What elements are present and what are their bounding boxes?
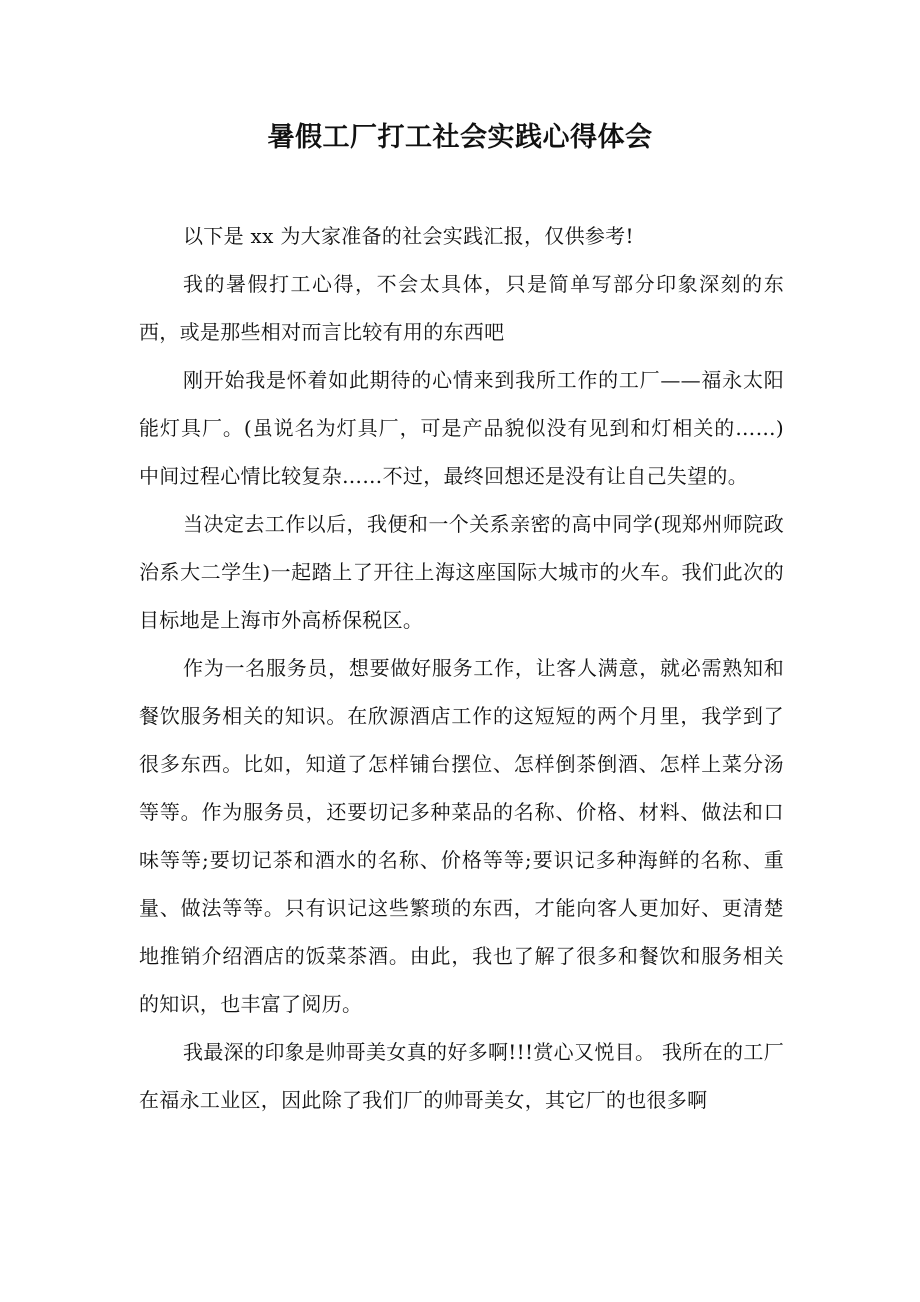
- paragraph-summary: 我的暑假打工心得，不会太具体，只是简单写部分印象深刻的东西，或是那些相对而言比较有用的东西吧: [139, 272, 784, 344]
- paragraph-factory: 刚开始我是怀着如此期待的心情来到我所工作的工厂——福永太阳能灯具厂。(虽说名为灯具厂，可是产品貌似没有见到和灯相关的……)中间过程心情比较复杂……不过，最终回想还是没有让自己失望的。: [139, 368, 784, 488]
- paragraph-impression: 我最深的印象是帅哥美女真的好多啊!!!赏心又悦目。 我所在的工厂在福永工业区，因此除了我们厂的帅哥美女，其它厂的也很多啊: [139, 1040, 784, 1112]
- paragraph-intro: 以下是 xx 为大家准备的社会实践汇报，仅供参考!: [183, 224, 634, 248]
- document-title: 暑假工厂打工社会实践心得体会: [267, 122, 653, 153]
- paragraph-service: 作为一名服务员，想要做好服务工作，让客人满意，就必需熟知和餐饮服务相关的知识。在欣源酒店工作的这短短的两个月里，我学到了很多东西。比如，知道了怎样铺台摆位、怎样倒茶倒酒、怎样上菜分汤等等。作为服务员，还要切记多种菜品的名称、价格、材料、做法和口味等等;要切记茶和酒水的名称、价格等等;要识记多种海鲜的名称、重量、做法等等。只有识记这些繁琐的东西，才能向客人更加好、更清楚地推销介绍酒店的饭菜茶酒。由此，我也了解了很多和餐饮和服务相关的知识，也丰富了阅历。: [139, 656, 784, 1016]
- document-body: [139, 212, 784, 1124]
- paragraph-departure: 当决定去工作以后，我便和一个关系亲密的高中同学(现郑州师院政治系大二学生)一起踏上了开往上海这座国际大城市的火车。我们此次的目标地是上海市外高桥保税区。: [139, 512, 784, 632]
